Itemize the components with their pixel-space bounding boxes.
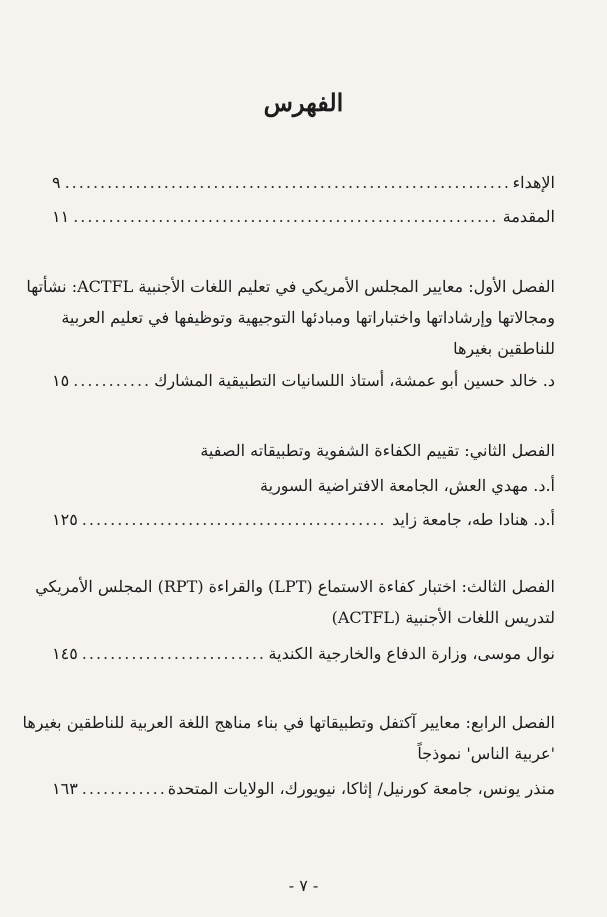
chapter-1-author-row — [52, 370, 555, 392]
chapter-2-title-line-1: الفصل الثاني: تقييم الكفاءة الشفوية وتطبيقاته الصفية — [200, 441, 555, 460]
page-number: ١١ — [52, 207, 70, 226]
page-number: ١٢٥ — [52, 510, 78, 529]
leader-dots — [73, 206, 499, 228]
leader-dots — [82, 778, 164, 800]
chapter-4-author-row — [52, 778, 555, 800]
leader-dots — [82, 509, 388, 531]
chapter-2-author-row — [52, 509, 555, 531]
chapter-1-title-line-2: ومجالاتها وإرشاداتها واختباراتها ومبادئها التوجيهية وتوظيفها في تعليم العربية — [61, 308, 555, 327]
chapter-1-title-line-3: للناطقين بغيرها — [453, 339, 555, 358]
page-number: ١٥ — [52, 371, 70, 390]
chapter-author: نوال موسى، وزارة الدفاع والخارجية الكندية — [268, 644, 555, 663]
toc-entry-intro — [52, 206, 555, 228]
chapter-author: د. خالد حسين أبو عمشة، أستاذ اللسانيات التطبيقية المشارك — [154, 371, 555, 390]
chapter-4-title-line-2: 'عربية الناس' نموذجاً — [417, 744, 555, 763]
toc-entry-label: المقدمة — [502, 207, 555, 226]
chapter-3-title-line-1: الفصل الثالث: اختبار كفاءة الاستماع (LPT) والقراءة (RPT) المجلس الأمريكي — [35, 577, 555, 596]
page-title: الفهرس — [263, 88, 344, 117]
toc-entry-label: الإهداء — [512, 173, 555, 192]
page-number: ١٤٥ — [52, 644, 78, 663]
toc-entry-dedication — [52, 172, 555, 194]
leader-dots — [82, 643, 265, 665]
chapter-3-author-row — [52, 643, 555, 665]
page-number: ٩ — [52, 173, 61, 192]
page-footer-number: - ٧ - — [288, 876, 319, 895]
chapter-4-title-line-1: الفصل الرابع: معايير آكتفل وتطبيقاتها في بناء مناهج اللغة العربية للناطقين بغيرها — [22, 713, 555, 732]
page-number: ١٦٣ — [52, 779, 78, 798]
chapter-author: أ.د. هنادا طه، جامعة زايد — [392, 510, 555, 529]
leader-dots — [73, 370, 150, 392]
leader-dots — [65, 172, 509, 194]
chapter-1-title-line-1: الفصل الأول: معايير المجلس الأمريكي في تعليم اللغات الأجنبية ACTFL: نشأتها — [26, 277, 555, 296]
chapter-3-title-line-2: لتدريس اللغات الأجنبية (ACTFL) — [331, 608, 555, 627]
chapter-2-author-1: أ.د. مهدي العش، الجامعة الافتراضية السورية — [260, 476, 555, 495]
chapter-author: منذر يونس، جامعة كورنيل/ إثاكا، نيويورك، الولايات المتحدة — [167, 779, 555, 798]
